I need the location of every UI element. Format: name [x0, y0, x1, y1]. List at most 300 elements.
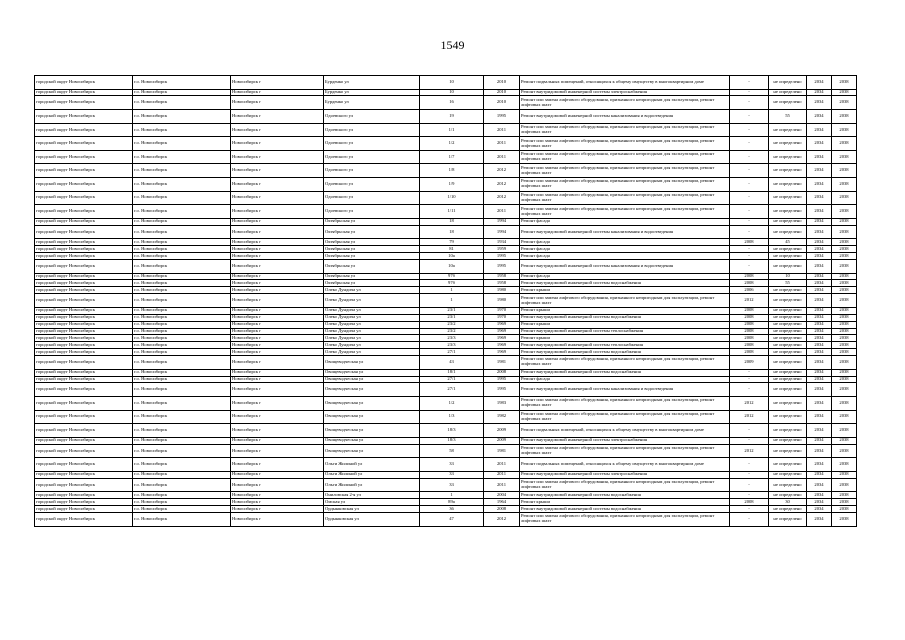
- cell-locality: Новосибирск г: [231, 205, 324, 219]
- cell-period-start: 2034: [807, 280, 832, 287]
- cell-wear-percent: не определено: [769, 137, 807, 151]
- cell-district: городской округ Новосибирск: [35, 273, 133, 280]
- cell-year-built: 2009: [484, 437, 520, 444]
- cell-municipality: г.о. Новосибирск: [133, 307, 231, 314]
- table-row: [35, 437, 857, 444]
- cell-period-end: 2038: [832, 225, 857, 239]
- cell-last-repair-year: -: [730, 76, 769, 90]
- cell-last-repair-year: 2012: [730, 294, 769, 308]
- cell-municipality: г.о. Новосибирск: [133, 294, 231, 308]
- cell-work-type: Ремонт крыши: [520, 307, 730, 314]
- cell-locality: Новосибирск г: [231, 437, 324, 444]
- cell-street: Овощеводческая ул: [324, 424, 420, 438]
- cell-period-end: 2038: [832, 294, 857, 308]
- cell-locality: Новосибирск г: [231, 397, 324, 411]
- cell-period-start: 2034: [807, 76, 832, 90]
- cell-wear-percent: не определено: [769, 437, 807, 444]
- cell-year-built: 2012: [484, 191, 520, 205]
- cell-house-number: 10а: [420, 253, 484, 260]
- table-row: [35, 397, 857, 411]
- cell-wear-percent: не определено: [769, 225, 807, 239]
- cell-last-repair-year: -: [730, 437, 769, 444]
- cell-locality: Новосибирск г: [231, 76, 324, 90]
- table-row: [35, 246, 857, 253]
- cell-wear-percent: не определено: [769, 471, 807, 478]
- table-row: [35, 506, 857, 513]
- cell-period-end: 2038: [832, 205, 857, 219]
- table-row: [35, 328, 857, 335]
- cell-district: городской округ Новосибирск: [35, 239, 133, 246]
- cell-street: Ольги Жилиной ул: [324, 478, 420, 492]
- cell-municipality: г.о. Новосибирск: [133, 349, 231, 356]
- table-row: [35, 410, 857, 424]
- cell-municipality: г.о. Новосибирск: [133, 259, 231, 273]
- cell-period-end: 2038: [832, 458, 857, 472]
- cell-period-end: 2038: [832, 410, 857, 424]
- cell-work-type: Ремонт внутридомовой инженерной системы канализования и водоотведения: [520, 259, 730, 273]
- cell-house-number: 23/3: [420, 335, 484, 342]
- cell-period-end: 2038: [832, 150, 857, 164]
- cell-district: городской округ Новосибирск: [35, 96, 133, 110]
- cell-period-start: 2034: [807, 205, 832, 219]
- cell-locality: Новосибирск г: [231, 150, 324, 164]
- cell-house-number: 19: [420, 110, 484, 124]
- cell-work-type: Ремонт внутридомовой инженерной системы водоснабжения: [520, 314, 730, 321]
- table-row: [35, 321, 857, 328]
- cell-locality: Новосибирск г: [231, 513, 324, 527]
- cell-year-built: 2010: [484, 89, 520, 96]
- cell-district: городской округ Новосибирск: [35, 218, 133, 225]
- cell-last-repair-year: 2008: [730, 321, 769, 328]
- cell-house-number: 89а: [420, 499, 484, 506]
- cell-last-repair-year: 2008: [730, 342, 769, 349]
- cell-wear-percent: не определено: [769, 150, 807, 164]
- cell-year-built: 2010: [484, 96, 520, 110]
- cell-district: городской округ Новосибирск: [35, 259, 133, 273]
- cell-street: Октябрьская ул: [324, 253, 420, 260]
- cell-wear-percent: не определено: [769, 253, 807, 260]
- cell-district: городской округ Новосибирск: [35, 287, 133, 294]
- cell-last-repair-year: 2008: [730, 280, 769, 287]
- table-row: [35, 369, 857, 376]
- cell-year-built: 1980: [484, 294, 520, 308]
- cell-district: городской округ Новосибирск: [35, 137, 133, 151]
- table-row: [35, 492, 857, 499]
- cell-municipality: г.о. Новосибирск: [133, 218, 231, 225]
- cell-work-type: Ремонт или замена лифтового оборудования, признанного непригодным для эксплуатации, ремонт лифтовых шахт: [520, 191, 730, 205]
- cell-street: Октябрьская ул: [324, 218, 420, 225]
- cell-period-end: 2038: [832, 239, 857, 246]
- cell-period-end: 2038: [832, 499, 857, 506]
- cell-work-type: Ремонт внутридомовой инженерной системы канализования и водоотведения: [520, 383, 730, 397]
- cell-period-start: 2034: [807, 376, 832, 383]
- cell-year-built: 1995: [484, 253, 520, 260]
- cell-wear-percent: не определено: [769, 376, 807, 383]
- cell-period-start: 2034: [807, 96, 832, 110]
- cell-house-number: 27/1: [420, 349, 484, 356]
- cell-municipality: г.о. Новосибирск: [133, 273, 231, 280]
- cell-house-number: 18/3: [420, 437, 484, 444]
- cell-house-number: 18: [420, 225, 484, 239]
- cell-municipality: г.о. Новосибирск: [133, 246, 231, 253]
- cell-street: Одоевского ул: [324, 123, 420, 137]
- cell-district: городской округ Новосибирск: [35, 437, 133, 444]
- cell-street: Октябрьская ул: [324, 225, 420, 239]
- cell-street: Олеко Дундича ул: [324, 314, 420, 321]
- cell-district: городской округ Новосибирск: [35, 383, 133, 397]
- cell-work-type: Ремонт или замена лифтового оборудования, признанного непригодным для эксплуатации, ремонт лифтовых шахт: [520, 178, 730, 192]
- table-row: [35, 376, 857, 383]
- cell-period-start: 2034: [807, 424, 832, 438]
- cell-period-end: 2038: [832, 76, 857, 90]
- table-row: [35, 239, 857, 246]
- cell-year-built: 1995: [484, 376, 520, 383]
- cell-year-built: 2009: [484, 424, 520, 438]
- cell-street: Октябрьская ул: [324, 259, 420, 273]
- table-row: [35, 110, 857, 124]
- cell-locality: Новосибирск г: [231, 499, 324, 506]
- cell-wear-percent: не определено: [769, 369, 807, 376]
- cell-period-start: 2034: [807, 123, 832, 137]
- cell-street: Овощеводческая ул: [324, 410, 420, 424]
- cell-street: Ониловская 2-я ул: [324, 492, 420, 499]
- cell-period-start: 2034: [807, 342, 832, 349]
- cell-street: Одоевского ул: [324, 191, 420, 205]
- cell-work-type: Ремонт или замена лифтового оборудования, признанного непригодным для эксплуатации, ремонт лифтовых шахт: [520, 397, 730, 411]
- cell-locality: Новосибирск г: [231, 191, 324, 205]
- cell-year-built: 2010: [484, 76, 520, 90]
- cell-year-built: 1969: [484, 321, 520, 328]
- cell-district: городской округ Новосибирск: [35, 280, 133, 287]
- cell-wear-percent: не определено: [769, 294, 807, 308]
- cell-district: городской округ Новосибирск: [35, 458, 133, 472]
- cell-wear-percent: не определено: [769, 335, 807, 342]
- cell-locality: Новосибирск г: [231, 424, 324, 438]
- cell-house-number: 1/3: [420, 410, 484, 424]
- cell-period-end: 2038: [832, 492, 857, 499]
- cell-locality: Новосибирск г: [231, 239, 324, 246]
- cell-house-number: 16: [420, 96, 484, 110]
- cell-year-built: 1981: [484, 356, 520, 370]
- cell-street: Олеко Дундича ул: [324, 307, 420, 314]
- cell-house-number: 1/10: [420, 191, 484, 205]
- table-row: [35, 335, 857, 342]
- cell-work-type: Ремонт крыши: [520, 321, 730, 328]
- cell-house-number: 1/11: [420, 205, 484, 219]
- cell-period-start: 2034: [807, 150, 832, 164]
- cell-work-type: Ремонт фасада: [520, 239, 730, 246]
- table-row: [35, 294, 857, 308]
- cell-work-type: Ремонт крыши: [520, 499, 730, 506]
- cell-house-number: 27/1: [420, 376, 484, 383]
- cell-locality: Новосибирск г: [231, 307, 324, 314]
- cell-last-repair-year: -: [730, 471, 769, 478]
- cell-last-repair-year: 2008: [730, 307, 769, 314]
- cell-period-end: 2038: [832, 273, 857, 280]
- cell-wear-percent: не определено: [769, 397, 807, 411]
- cell-period-start: 2034: [807, 437, 832, 444]
- cell-work-type: Ремонт фасада: [520, 253, 730, 260]
- table-row: [35, 76, 857, 90]
- cell-wear-percent: не определено: [769, 444, 807, 458]
- cell-last-repair-year: 2006: [730, 287, 769, 294]
- cell-street: Олеко Дундича ул: [324, 349, 420, 356]
- cell-period-start: 2034: [807, 492, 832, 499]
- cell-period-start: 2034: [807, 239, 832, 246]
- cell-work-type: Ремонт или замена лифтового оборудования, признанного непригодным для эксплуатации, ремонт лифтовых шахт: [520, 513, 730, 527]
- table-row: [35, 96, 857, 110]
- cell-period-start: 2034: [807, 471, 832, 478]
- cell-period-start: 2034: [807, 307, 832, 314]
- cell-house-number: 33: [420, 478, 484, 492]
- cell-municipality: г.о. Новосибирск: [133, 342, 231, 349]
- cell-wear-percent: не определено: [769, 506, 807, 513]
- cell-period-end: 2038: [832, 424, 857, 438]
- table-row: [35, 123, 857, 137]
- cell-house-number: 1: [420, 287, 484, 294]
- cell-wear-percent: не определено: [769, 513, 807, 527]
- cell-street: Овощеводческая ул: [324, 397, 420, 411]
- cell-house-number: 1/1: [420, 123, 484, 137]
- cell-period-end: 2038: [832, 218, 857, 225]
- cell-wear-percent: 30: [769, 499, 807, 506]
- cell-year-built: 1970: [484, 307, 520, 314]
- cell-work-type: Ремонт внутридомовой инженерной системы водоснабжения: [520, 492, 730, 499]
- cell-year-built: 1995: [484, 110, 520, 124]
- cell-last-repair-year: -: [730, 164, 769, 178]
- cell-last-repair-year: -: [730, 96, 769, 110]
- cell-district: городской округ Новосибирск: [35, 499, 133, 506]
- cell-year-built: 1983: [484, 397, 520, 411]
- cell-period-end: 2038: [832, 328, 857, 335]
- cell-municipality: г.о. Новосибирск: [133, 287, 231, 294]
- cell-work-type: Ремонт внутридомовой инженерной системы канализования и водоотведения: [520, 225, 730, 239]
- cell-district: городской округ Новосибирск: [35, 150, 133, 164]
- cell-municipality: г.о. Новосибирск: [133, 383, 231, 397]
- cell-wear-percent: не определено: [769, 287, 807, 294]
- cell-house-number: 1/8: [420, 164, 484, 178]
- cell-work-type: Ремонт или замена лифтового оборудования, признанного непригодным для эксплуатации, ремонт лифтовых шахт: [520, 294, 730, 308]
- cell-period-end: 2038: [832, 335, 857, 342]
- cell-locality: Новосибирск г: [231, 492, 324, 499]
- page-number: 1549: [440, 38, 465, 52]
- cell-district: городской округ Новосибирск: [35, 76, 133, 90]
- cell-wear-percent: не определено: [769, 478, 807, 492]
- cell-locality: Новосибирск г: [231, 178, 324, 192]
- cell-municipality: г.о. Новосибирск: [133, 205, 231, 219]
- cell-district: городской округ Новосибирск: [35, 110, 133, 124]
- cell-street: Бурденко ул: [324, 89, 420, 96]
- cell-last-repair-year: 2008: [730, 273, 769, 280]
- cell-period-start: 2034: [807, 328, 832, 335]
- cell-year-built: 1958: [484, 280, 520, 287]
- cell-work-type: Ремонт или замена лифтового оборудования, признанного непригодным для эксплуатации, ремонт лифтовых шахт: [520, 96, 730, 110]
- cell-last-repair-year: -: [730, 246, 769, 253]
- cell-street: Ольги Жилиной ул: [324, 471, 420, 478]
- cell-locality: Новосибирск г: [231, 89, 324, 96]
- cell-year-built: 2011: [484, 123, 520, 137]
- cell-last-repair-year: 2008: [730, 314, 769, 321]
- cell-period-start: 2034: [807, 259, 832, 273]
- cell-wear-percent: не определено: [769, 492, 807, 499]
- cell-house-number: 18/1: [420, 369, 484, 376]
- cell-period-end: 2038: [832, 349, 857, 356]
- cell-locality: Новосибирск г: [231, 506, 324, 513]
- table-row: [35, 253, 857, 260]
- cell-work-type: Ремонт крыши: [520, 335, 730, 342]
- cell-work-type: Ремонт или замена лифтового оборудования, признанного непригодным для эксплуатации, ремонт лифтовых шахт: [520, 356, 730, 370]
- cell-year-built: 1981: [484, 444, 520, 458]
- table-row: [35, 89, 857, 96]
- cell-period-start: 2034: [807, 499, 832, 506]
- cell-period-end: 2038: [832, 506, 857, 513]
- cell-period-start: 2034: [807, 110, 832, 124]
- cell-period-end: 2038: [832, 321, 857, 328]
- cell-last-repair-year: 2012: [730, 444, 769, 458]
- cell-year-built: 1995: [484, 259, 520, 273]
- cell-year-built: 1969: [484, 328, 520, 335]
- cell-last-repair-year: -: [730, 205, 769, 219]
- cell-municipality: г.о. Новосибирск: [133, 123, 231, 137]
- cell-wear-percent: не определено: [769, 458, 807, 472]
- cell-last-repair-year: -: [730, 253, 769, 260]
- cell-district: городской округ Новосибирск: [35, 205, 133, 219]
- cell-municipality: г.о. Новосибирск: [133, 335, 231, 342]
- cell-house-number: 1/2: [420, 137, 484, 151]
- cell-work-type: Ремонт подвальных помещений, относящихся к общему имуществу в многоквартирном доме: [520, 458, 730, 472]
- cell-last-repair-year: -: [730, 506, 769, 513]
- table-row: [35, 164, 857, 178]
- cell-last-repair-year: -: [730, 110, 769, 124]
- cell-district: городской округ Новосибирск: [35, 89, 133, 96]
- cell-house-number: 23/2: [420, 328, 484, 335]
- table-row: [35, 259, 857, 273]
- cell-street: Овощеводческая ул: [324, 356, 420, 370]
- cell-work-type: Ремонт внутридомовой инженерной системы электроснабжения: [520, 437, 730, 444]
- cell-house-number: 27/1: [420, 383, 484, 397]
- table-row: [35, 137, 857, 151]
- cell-house-number: 97б: [420, 280, 484, 287]
- cell-year-built: 1980: [484, 287, 520, 294]
- cell-district: городской округ Новосибирск: [35, 164, 133, 178]
- cell-house-number: 43: [420, 356, 484, 370]
- cell-district: городской округ Новосибирск: [35, 397, 133, 411]
- cell-period-end: 2038: [832, 437, 857, 444]
- cell-locality: Новосибирск г: [231, 96, 324, 110]
- cell-last-repair-year: -: [730, 458, 769, 472]
- cell-house-number: 47: [420, 513, 484, 527]
- cell-house-number: 23/1: [420, 314, 484, 321]
- cell-work-type: Ремонт или замена лифтового оборудования, признанного непригодным для эксплуатации, ремонт лифтовых шахт: [520, 123, 730, 137]
- cell-locality: Новосибирск г: [231, 444, 324, 458]
- cell-locality: Новосибирск г: [231, 321, 324, 328]
- cell-street: Омская ул: [324, 499, 420, 506]
- cell-last-repair-year: 2009: [730, 356, 769, 370]
- cell-locality: Новосибирск г: [231, 294, 324, 308]
- cell-street: Олеко Дундича ул: [324, 294, 420, 308]
- cell-house-number: 10а: [420, 259, 484, 273]
- cell-district: городской округ Новосибирск: [35, 335, 133, 342]
- cell-wear-percent: не определено: [769, 424, 807, 438]
- cell-last-repair-year: 2008: [730, 328, 769, 335]
- cell-period-end: 2038: [832, 444, 857, 458]
- table-row: [35, 513, 857, 527]
- cell-municipality: г.о. Новосибирск: [133, 253, 231, 260]
- cell-last-repair-year: 2008: [730, 349, 769, 356]
- cell-municipality: г.о. Новосибирск: [133, 492, 231, 499]
- cell-last-repair-year: 2008: [730, 239, 769, 246]
- cell-street: Овощеводческая ул: [324, 383, 420, 397]
- cell-wear-percent: 55: [769, 110, 807, 124]
- table-row: [35, 383, 857, 397]
- cell-last-repair-year: -: [730, 369, 769, 376]
- cell-district: городской округ Новосибирск: [35, 294, 133, 308]
- cell-district: городской округ Новосибирск: [35, 314, 133, 321]
- cell-house-number: 81: [420, 246, 484, 253]
- cell-last-repair-year: -: [730, 478, 769, 492]
- cell-work-type: Ремонт внутридомовой инженерной системы теплоснабжения: [520, 342, 730, 349]
- cell-district: городской округ Новосибирск: [35, 321, 133, 328]
- cell-last-repair-year: 2012: [730, 397, 769, 411]
- cell-locality: Новосибирск г: [231, 110, 324, 124]
- cell-locality: Новосибирск г: [231, 246, 324, 253]
- cell-period-start: 2034: [807, 444, 832, 458]
- cell-work-type: Ремонт или замена лифтового оборудования, признанного непригодным для эксплуатации, ремонт лифтовых шахт: [520, 444, 730, 458]
- cell-year-built: 2011: [484, 478, 520, 492]
- cell-street: Олеко Дундича ул: [324, 287, 420, 294]
- cell-municipality: г.о. Новосибирск: [133, 314, 231, 321]
- cell-house-number: 1/9: [420, 178, 484, 192]
- cell-wear-percent: не определено: [769, 164, 807, 178]
- cell-wear-percent: не определено: [769, 205, 807, 219]
- cell-municipality: г.о. Новосибирск: [133, 89, 231, 96]
- cell-period-end: 2038: [832, 356, 857, 370]
- cell-work-type: Ремонт фасада: [520, 218, 730, 225]
- cell-period-end: 2038: [832, 478, 857, 492]
- cell-street: Олеко Дундича ул: [324, 328, 420, 335]
- cell-last-repair-year: -: [730, 513, 769, 527]
- cell-street: Одоевского ул: [324, 110, 420, 124]
- cell-municipality: г.о. Новосибирск: [133, 110, 231, 124]
- cell-municipality: г.о. Новосибирск: [133, 191, 231, 205]
- cell-locality: Новосибирск г: [231, 164, 324, 178]
- cell-year-built: 1959: [484, 246, 520, 253]
- cell-district: городской округ Новосибирск: [35, 513, 133, 527]
- cell-municipality: г.о. Новосибирск: [133, 506, 231, 513]
- cell-period-start: 2034: [807, 349, 832, 356]
- cell-wear-percent: не определено: [769, 246, 807, 253]
- cell-locality: Новосибирск г: [231, 342, 324, 349]
- cell-street: Октябрьская ул: [324, 239, 420, 246]
- cell-period-start: 2034: [807, 287, 832, 294]
- cell-work-type: Ремонт внутридомовой инженерной системы электроснабжения: [520, 89, 730, 96]
- cell-municipality: г.о. Новосибирск: [133, 225, 231, 239]
- cell-period-end: 2038: [832, 123, 857, 137]
- cell-work-type: Ремонт подвальных помещений, относящихся к общему имуществу в многоквартирном доме: [520, 76, 730, 90]
- cell-district: городской округ Новосибирск: [35, 471, 133, 478]
- cell-locality: Новосибирск г: [231, 383, 324, 397]
- table-row: [35, 478, 857, 492]
- cell-locality: Новосибирск г: [231, 218, 324, 225]
- cell-municipality: г.о. Новосибирск: [133, 513, 231, 527]
- cell-wear-percent: не определено: [769, 96, 807, 110]
- cell-locality: Новосибирск г: [231, 287, 324, 294]
- cell-district: городской округ Новосибирск: [35, 410, 133, 424]
- cell-work-type: Ремонт подвальных помещений, относящихся к общему имуществу в многоквартирном доме: [520, 424, 730, 438]
- cell-house-number: 58: [420, 444, 484, 458]
- cell-house-number: 97б: [420, 273, 484, 280]
- cell-year-built: 1964: [484, 499, 520, 506]
